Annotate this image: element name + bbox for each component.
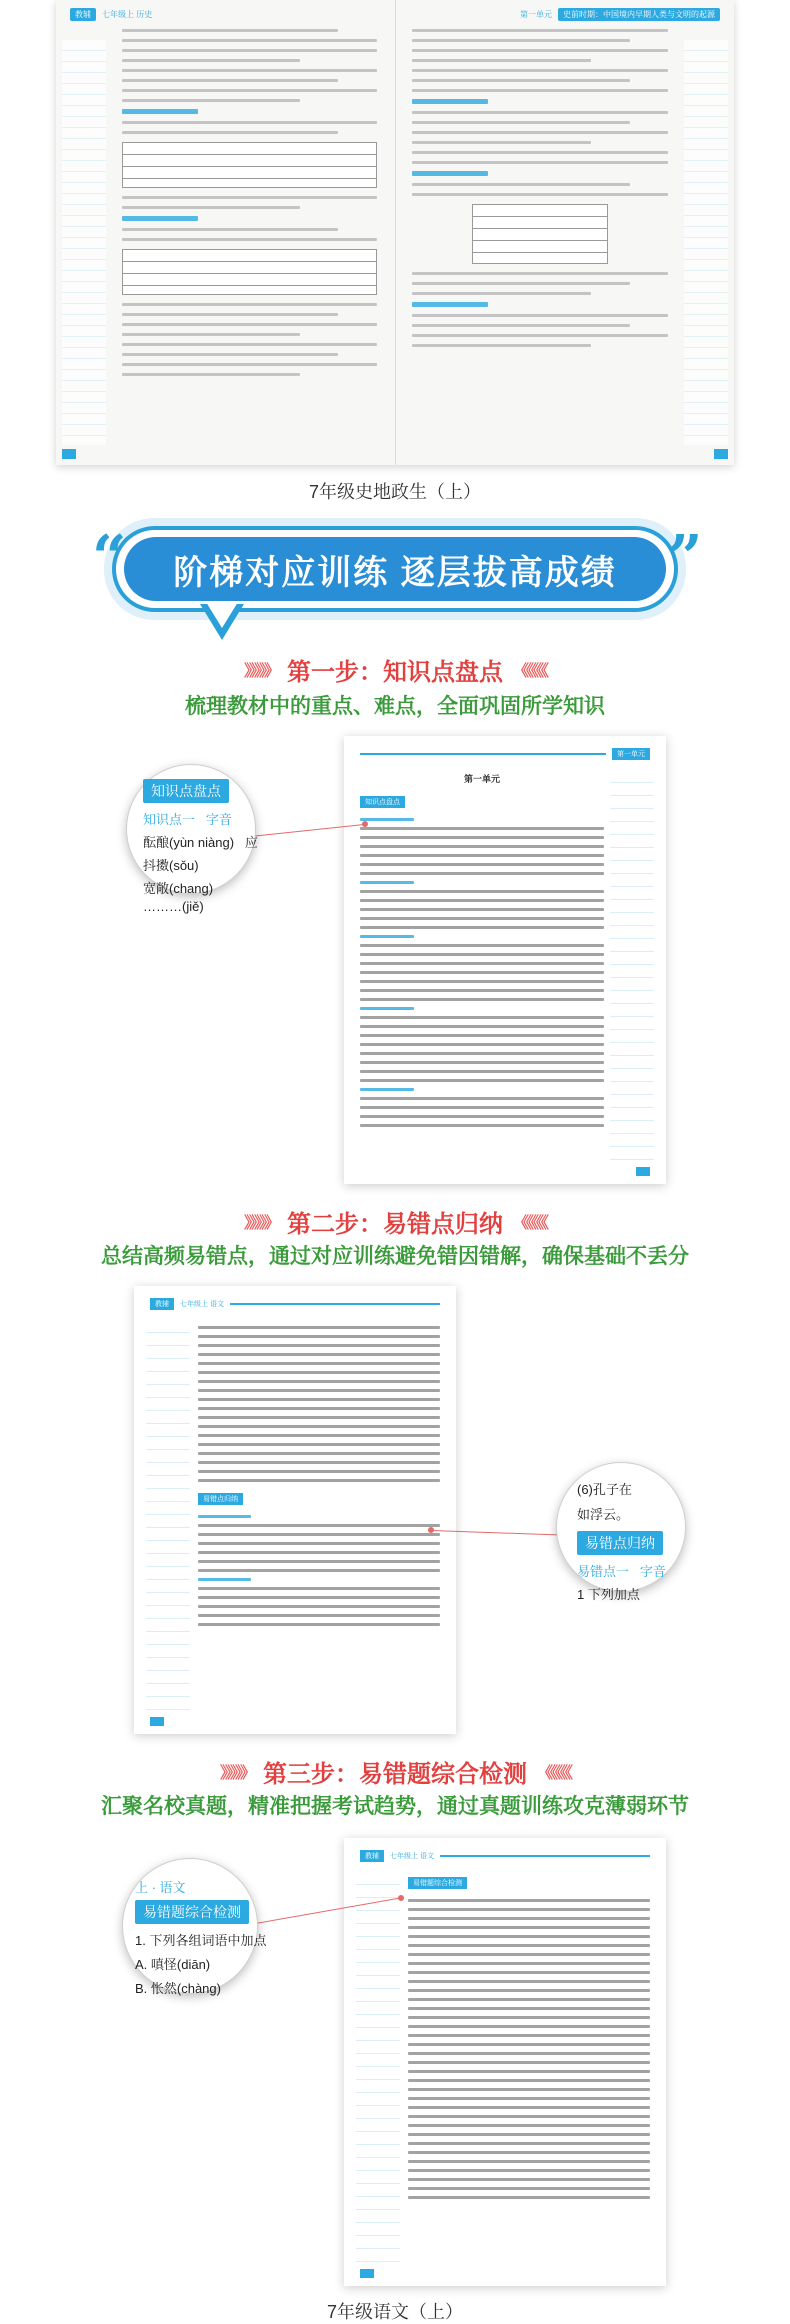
connector-dot: [428, 1527, 434, 1533]
magnified-line: 抖擞(sǒu): [143, 858, 199, 873]
magnified-line-tail: 应: [244, 835, 258, 850]
margin-notes-grid: [356, 1872, 400, 2266]
chevrons-right-icon: 》》》》》: [243, 1215, 277, 1232]
header-tag: 教辅: [150, 1298, 174, 1310]
magnified-point: 易错点一: [577, 1564, 630, 1579]
chevrons-right-icon: 》》》》》: [243, 663, 277, 680]
page-number-badge: [714, 449, 728, 459]
page-number-badge: [636, 1167, 650, 1176]
magnified-line: A. 嗔怪(diān): [135, 1957, 211, 1972]
chevrons-left-icon: 《《《《《: [513, 1215, 547, 1232]
open-quote-icon: “: [92, 523, 127, 593]
caption-bottom: 7年级语文（上）: [326, 2302, 463, 2322]
step1-subtitle: 梳理教材中的重点、难点，全面巩固所学知识: [185, 695, 605, 718]
magnified-line: 如浮云。: [577, 1507, 630, 1522]
magnified-point-label: 字音: [205, 812, 232, 827]
page-text-block: [198, 1320, 440, 1632]
step1-magnifier: [126, 764, 258, 914]
step3-title-row: [0, 1754, 790, 1789]
margin-notes-grid: [62, 40, 106, 445]
step2-magnifier: [556, 1462, 686, 1602]
banner-text: 阶梯对应训练 逐层拔高成绩: [173, 553, 617, 592]
header-subject: 七年级上 语文: [180, 1301, 224, 1308]
textbook-spread-preview: [56, 0, 734, 465]
magnified-line: B. 怅然(chàng): [135, 1981, 221, 1996]
page-text-block: [412, 29, 669, 347]
margin-notes-grid: [610, 770, 654, 1164]
magnified-line: (6)孔子在: [577, 1482, 632, 1497]
chevrons-left-icon: 《《《《《: [537, 1765, 571, 1782]
connector-dot: [398, 1895, 404, 1901]
magnified-line: 上 · 语文: [135, 1880, 186, 1895]
magnified-chip: 易错题综合检测: [135, 1900, 249, 1924]
page-number-badge: [360, 2269, 374, 2278]
connector-dot: [362, 821, 368, 827]
caption-top: 7年级史地政生（上）: [308, 482, 481, 502]
magnified-line: 酝酿(yùn niàng): [143, 835, 235, 850]
spread-right-page: [396, 0, 735, 465]
header-subject: 七年级上 历史: [102, 10, 153, 19]
step3-title: 第三步：易错题综合检测: [263, 1761, 527, 1788]
margin-notes-grid: [146, 1320, 190, 1714]
step1-title-row: [0, 652, 790, 687]
content-table: [122, 142, 377, 188]
step1-title: 第一步：知识点盘点: [287, 659, 503, 686]
headline-banner: [112, 526, 678, 612]
content-table: [122, 249, 377, 295]
header-subject: 七年级上 语文: [390, 1853, 434, 1860]
section-chip: 知识点盘点: [360, 796, 405, 808]
header-tag: 教辅: [70, 8, 96, 21]
page-number-badge: [62, 449, 76, 459]
magnified-point: 知识点一: [143, 812, 196, 827]
step2-sample-page: [134, 1286, 456, 1734]
magnified-line: 1. 下列各组词语中加点: [135, 1933, 267, 1948]
step2-title-row: [0, 1204, 790, 1239]
page-text-block: [360, 770, 604, 1133]
magnified-point-label: 字音: [639, 1564, 666, 1579]
magnified-line: 1 下列加点: [577, 1587, 640, 1602]
section-chip: 易错题综合检测: [408, 1877, 467, 1889]
margin-notes-grid: [684, 40, 728, 445]
header-tag: 教辅: [360, 1850, 384, 1862]
step3-sample-page: [344, 1838, 666, 2286]
step3-subtitle: 汇聚名校真题，精准把握考试趋势，通过真题训练攻克薄弱环节: [101, 1795, 689, 1818]
spread-left-page: [56, 0, 396, 465]
magnified-line: ………(jiě): [143, 899, 204, 914]
page-text-block: [408, 1872, 650, 2205]
header-tag: 第一单元: [520, 10, 552, 19]
chevrons-right-icon: 》》》》》: [219, 1765, 253, 1782]
magnified-chip: 易错点归纳: [577, 1531, 663, 1555]
header-tag: 第一单元: [612, 748, 650, 760]
diagram-box: [472, 204, 609, 264]
page-text-block: [122, 29, 377, 376]
magnified-line: 宽敞(chang): [143, 881, 214, 896]
page-number-badge: [150, 1717, 164, 1726]
unit-title: 第一单元: [463, 774, 500, 784]
header-subject: 史前时期：中国境内早期人类与文明的起源: [558, 8, 720, 21]
step3-magnifier: [122, 1858, 267, 1996]
section-chip: 易错点归纳: [198, 1493, 243, 1505]
step1-sample-page: [344, 736, 666, 1184]
magnified-chip: 知识点盘点: [143, 779, 229, 803]
step2-subtitle: 总结高频易错点，通过对应训练避免错因错解，确保基础不丢分: [101, 1245, 689, 1268]
chevrons-left-icon: 《《《《《: [513, 663, 547, 680]
step2-title: 第二步：易错点归纳: [287, 1211, 503, 1238]
close-quote-icon: ”: [668, 523, 703, 593]
